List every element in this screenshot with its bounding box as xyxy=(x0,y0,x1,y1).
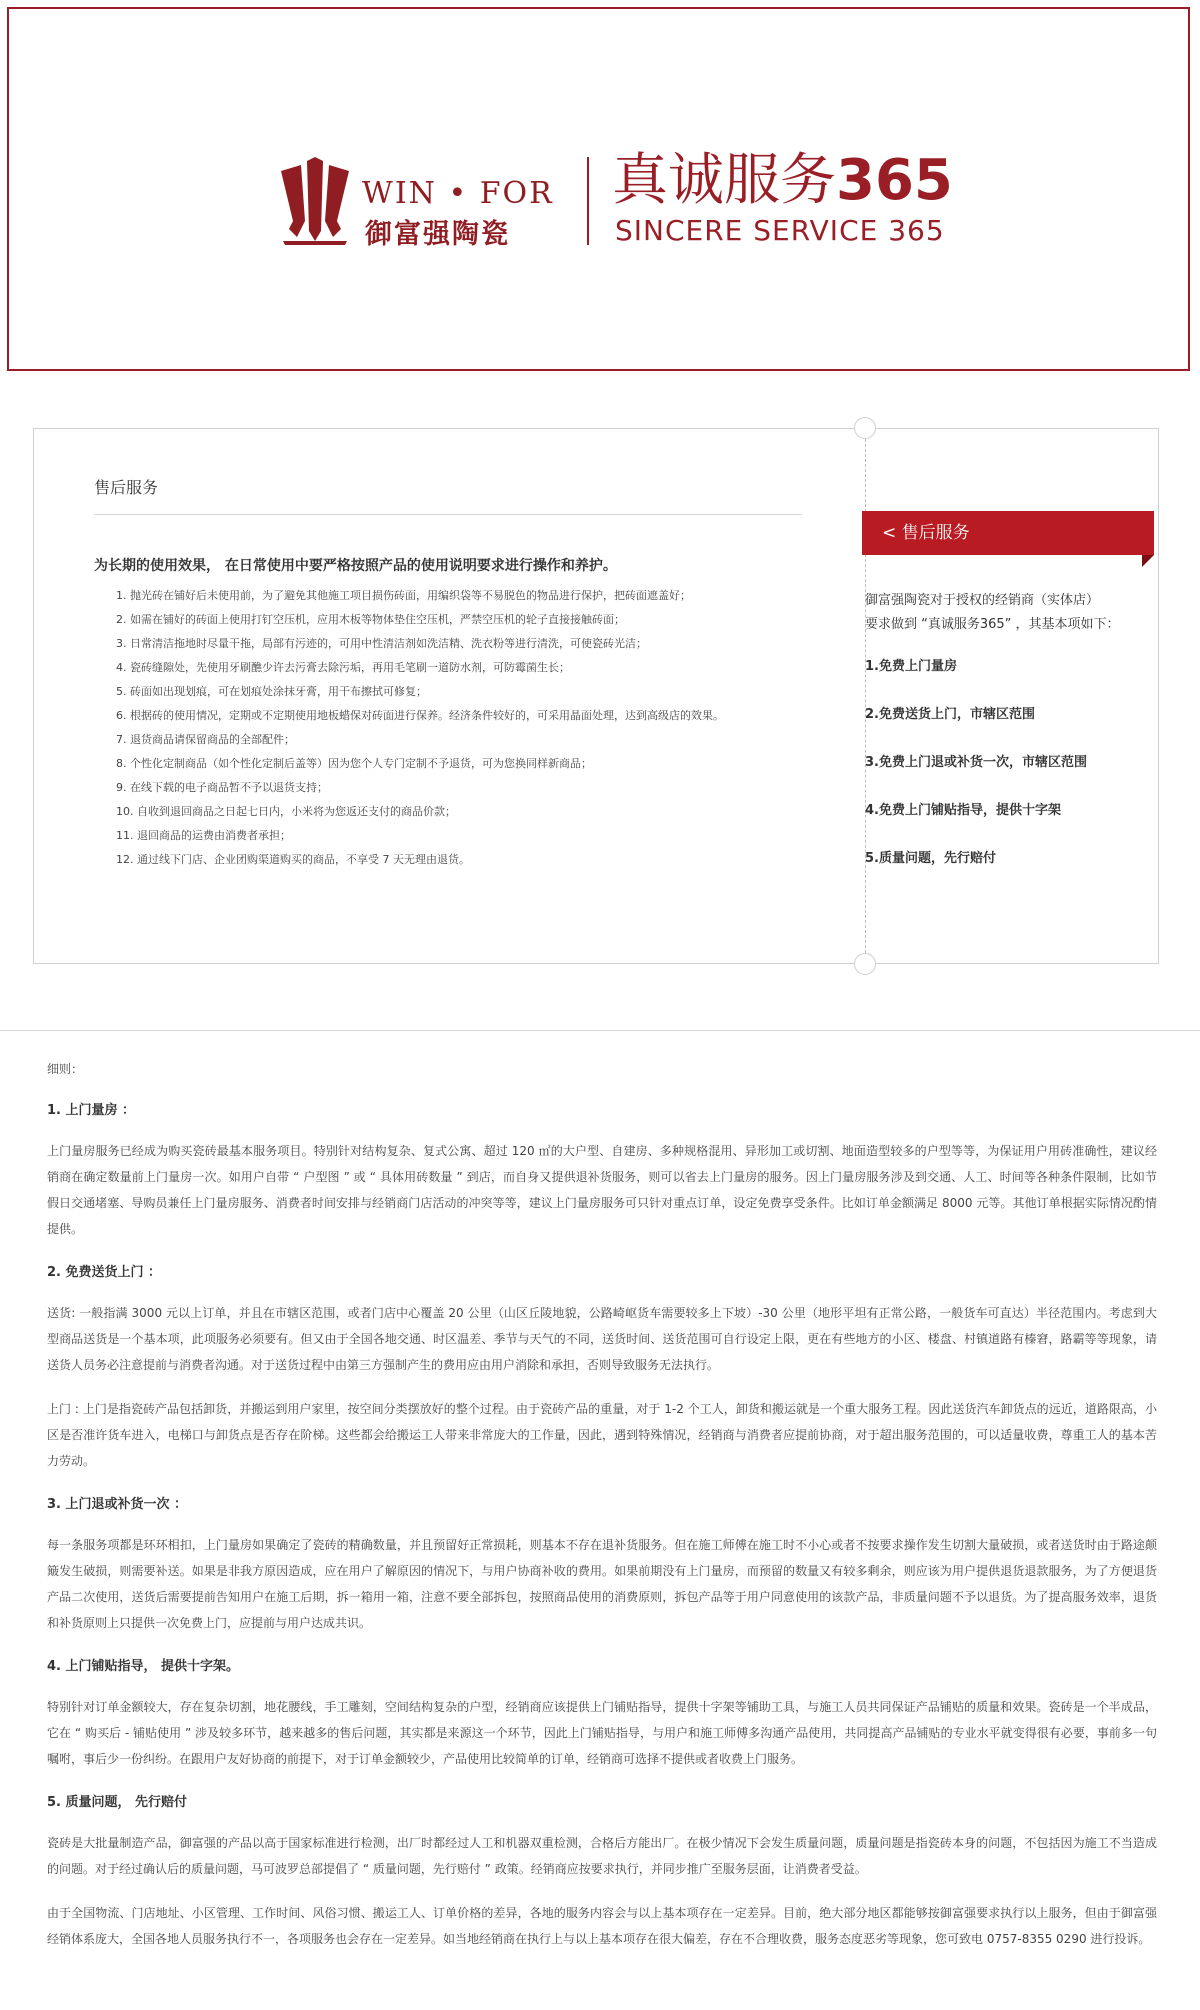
details-label: 细则： xyxy=(47,1062,84,1076)
after-sales-title: 售后服务 xyxy=(94,475,802,515)
tab-after-sales[interactable]: < 售后服务 xyxy=(862,511,1154,555)
section-paragraph: 每一条服务项都是环环相扣，上门量房如果确定了瓷砖的精确数量，并且预留好正常损耗，则基本不存在退补货服务。但在施工师傅在施工时不小心或者不按要求操作发生切割大量破损，或者送货时由于路途颠簸发生破损，则需要补送。如果是非我方原因造成，应在用户了解原因的情况下，与用户协商补收的费用。如果前期没有上门量房，而预留的数量又有较多剩余，则应该为用户提供退货退款服务，为了方便退货产品二次使用，送货后需要提前告知用户在施工后期，拆一箱用一箱，注意不要全部拆包，按照商品使用的消费原则，拆包产品等于用户同意使用的该款产品，非质量问题不予以退货。为了提高服务效率，退货和补货原则上只提供一次免费上门，应提前与用户达成共识。 xyxy=(47,1538,1157,1630)
list-item: 12. 通过线下门店、企业团购渠道购买的商品，不享受 7 天无理由退货。 xyxy=(116,853,470,866)
brand-name-en: WIN • FOR xyxy=(362,176,554,211)
slogan-cn-text: 真诚服务 xyxy=(612,148,836,213)
section-paragraph: 由于全国物流、门店地址、小区管理、工作时间、风俗习惯、搬运工人、订单价格的差异，各地的服务内容会与以上基本项存在一定差异。目前，绝大部分地区都能够按御富强要求执行以上服务，但由于御富强经销体系庞大，全国各地人员服务执行不一，各项服务也会存在一定差异。如当地经销商在执行上与以上基本项存在很大偏差，存在不合理收费，服务态度恶劣等现象，您可致电 0757-8355 0290 进行投诉。 xyxy=(47,1906,1157,1946)
list-item: 1.免费上门量房 xyxy=(865,659,957,674)
benefits-intro xyxy=(865,589,1155,637)
section-heading: 1. 上门量房 ： xyxy=(47,1103,136,1118)
list-item: 5.质量问题，先行赔付 xyxy=(865,851,996,866)
list-item: 6. 根据砖的使用情况，定期或不定期使用地板蜡保对砖面进行保养。经济条件较好的，可采用晶面处理，达到高级店的效果。 xyxy=(116,709,724,722)
service-benefits xyxy=(865,589,1155,897)
list-item: 3. 日常清洁拖地时尽量干拖，局部有污迹的，可用中性清洁剂如洗洁精、洗衣粉等进行清洗，可使瓷砖光洁； xyxy=(116,637,647,650)
service-details xyxy=(47,1050,1157,1970)
list-item: 5. 砖面如出现划痕，可在划痕处涂抹牙膏，用干布擦拭可修复； xyxy=(116,685,427,698)
section-heading: 2. 免费送货上门 ： xyxy=(47,1265,162,1280)
list-item: 9. 在线下载的电子商品暂不予以退货支持； xyxy=(116,781,328,794)
after-sales-content xyxy=(94,475,802,872)
section-heading: 4. 上门铺贴指导， 提供十字架。 xyxy=(47,1659,240,1674)
section-paragraph: 送货: 一般指满 3000 元以上订单，并且在市辖区范围，或者门店中心覆盖 20 公里（山区丘陵地貌，公路崎岖货车需要较多上下坡）-30 公里（地形平坦有正常公路，一般货车可直达）半径范围内。考虑到大型商品送货是一个基本项，此项服务必须要有。但又由于全国各地交通、时区温差、季节与天气的不同，送货时间、送货范围可自行设定上限，更在有些地方的小区、楼盘、村镇道路有榛窘，路霸等等现象，请送货人员务必注意提前与消费者沟通。对于送货过程中由第三方强制产生的费用应由用户消除和承担，否则导致服务无法执行。 xyxy=(47,1306,1157,1372)
section-heading: 5. 质量问题， 先行赔付 xyxy=(47,1795,188,1810)
section-divider xyxy=(0,1030,1200,1031)
after-sales-panel xyxy=(33,428,1159,964)
section-paragraph: 瓷砖是大批量制造产品，御富强的产品以高于国家标准进行检测，出厂时都经过人工和机器双重检测，合格后方能出厂。在极少情况下会发生质量问题，质量问题是指瓷砖本身的问题，不包括因为施工不当造成的问题。对于经过确认后的质量问题，马可波罗总部提倡了 “ 质量问题，先行赔付 ” 政策。经销商应按要求执行，并同步推广至服务层面，让消费者受益。 xyxy=(47,1836,1157,1876)
benefits-intro-line: 要求做到 “真诚服务365” ，其基本项如下： xyxy=(865,617,1120,632)
slogan-cn xyxy=(612,149,953,213)
section-heading: 3. 上门退或补货一次 ： xyxy=(47,1497,188,1512)
list-item: 1. 抛光砖在铺好后未使用前，为了避免其他施工项目损伤砖面，用编织袋等不易脱色的物品进行保护，把砖面遮盖好； xyxy=(116,589,691,602)
slogan-en: SINCERE SERVICE 365 xyxy=(615,214,945,247)
after-sales-intro: 为长期的使用效果， 在日常使用中要严格按照产品的使用说明要求进行操作和养护。 xyxy=(94,558,617,574)
list-item: 8. 个性化定制商品（如个性化定制后盖等）因为您个人专门定制不予退货，可为您换同样新商品； xyxy=(116,757,592,770)
list-item: 10. 自收到退回商品之日起七日内，小米将为您返还支付的商品价款； xyxy=(116,805,456,818)
list-item: 2.免费送货上门，市辖区范围 xyxy=(865,707,1035,722)
panel-notch-top xyxy=(854,417,876,439)
section-paragraph: 特别针对订单金额较大，存在复杂切割，地花腰线，手工雕刻，空间结构复杂的户型，经销商应该提供上门铺贴指导，提供十字架等铺助工具，与施工人员共同保证产品铺贴的质量和效果。瓷砖是一个半成品，它在 “ 购买后 - 铺贴使用 ” 涉及较多环节，越来越多的售后问题，其实都是来源这一个环节，因此上门铺贴指导，与用户和施工师傅多沟通产品使用，共同提高产品铺贴的专业水平就变得很有必要，事前多一句嘱咐，事后少一份纠纷。在跟用户友好协商的前提下，对于订单金额较少，产品使用比较简单的订单，经销商可选择不提供或者收费上门服务。 xyxy=(47,1700,1157,1766)
brand-banner xyxy=(7,7,1190,371)
list-item: 11. 退回商品的运费由消费者承担； xyxy=(116,829,291,842)
section-paragraph: 上门量房服务已经成为购买瓷砖最基本服务项目。特别针对结构复杂、复式公寓、超过 120 ㎡的大户型、自建房、多种规格混用、异形加工或切割、地面造型较多的户型等等，为保证用户用砖准确性，建议经销商在确定数量前上门量房一次。如用户自带 “ 户型图 ” 或 “ 具体用砖数量 ” 到店，而自身又提供退补货服务，则可以省去上门量房的服务。因上门量房服务涉及到交通、人工、时间等各种条件限制，比如节假日交通堵塞、导购员兼任上门量房服务、消费者时间安排与经销商门店活动的冲突等等，建议上门量房服务可只针对重点订单，设定免费享受条件。比如订单金额满足 8000 元等。其他订单根据实际情况酌情提供。 xyxy=(47,1144,1157,1236)
list-item: 4. 瓷砖缝隙处，先使用牙刷醮少许去污膏去除污垢，再用毛笔刷一道防水剂，可防霉菌生长； xyxy=(116,661,570,674)
panel-notch-bottom xyxy=(854,953,876,975)
banner-divider xyxy=(587,157,589,245)
list-item: 7. 退货商品请保留商品的全部配件； xyxy=(116,733,295,746)
brand-logo-icon xyxy=(279,151,351,247)
list-item: 3.免费上门退或补货一次，市辖区范围 xyxy=(865,755,1087,770)
section-paragraph: 上门 : 上门是指瓷砖产品包括卸货，并搬运到用户家里，按空间分类摆放好的整个过程。由于瓷砖产品的重量，对于 1-2 个工人，卸货和搬运就是一个重大服务工程。因此送货汽车卸货点的远近，道路限高，小区是否准许货车进入，电梯口与卸货点是否存在阶梯。这些都会给搬运工人带来非常庞大的工作量，因此，遇到特殊情况，经销商与消费者应提前协商，对于超出服务范围的，可以适量收费，尊重工人的基本苦力劳动。 xyxy=(47,1402,1157,1468)
slogan-number: 365 xyxy=(836,148,953,213)
brand-name-cn: 御富强陶瓷 xyxy=(365,219,510,250)
benefits-list xyxy=(865,657,1155,869)
list-item: 4.免费上门铺贴指导，提供十字架 xyxy=(865,803,1061,818)
care-rules-list xyxy=(94,584,802,872)
list-item: 2. 如需在铺好的砖面上使用打钉空压机，应用木板等物体垫住空压机，严禁空压机的轮子直接接触砖面； xyxy=(116,613,625,626)
benefits-intro-line: 御富强陶瓷对于授权的经销商（实体店） xyxy=(865,593,1100,608)
